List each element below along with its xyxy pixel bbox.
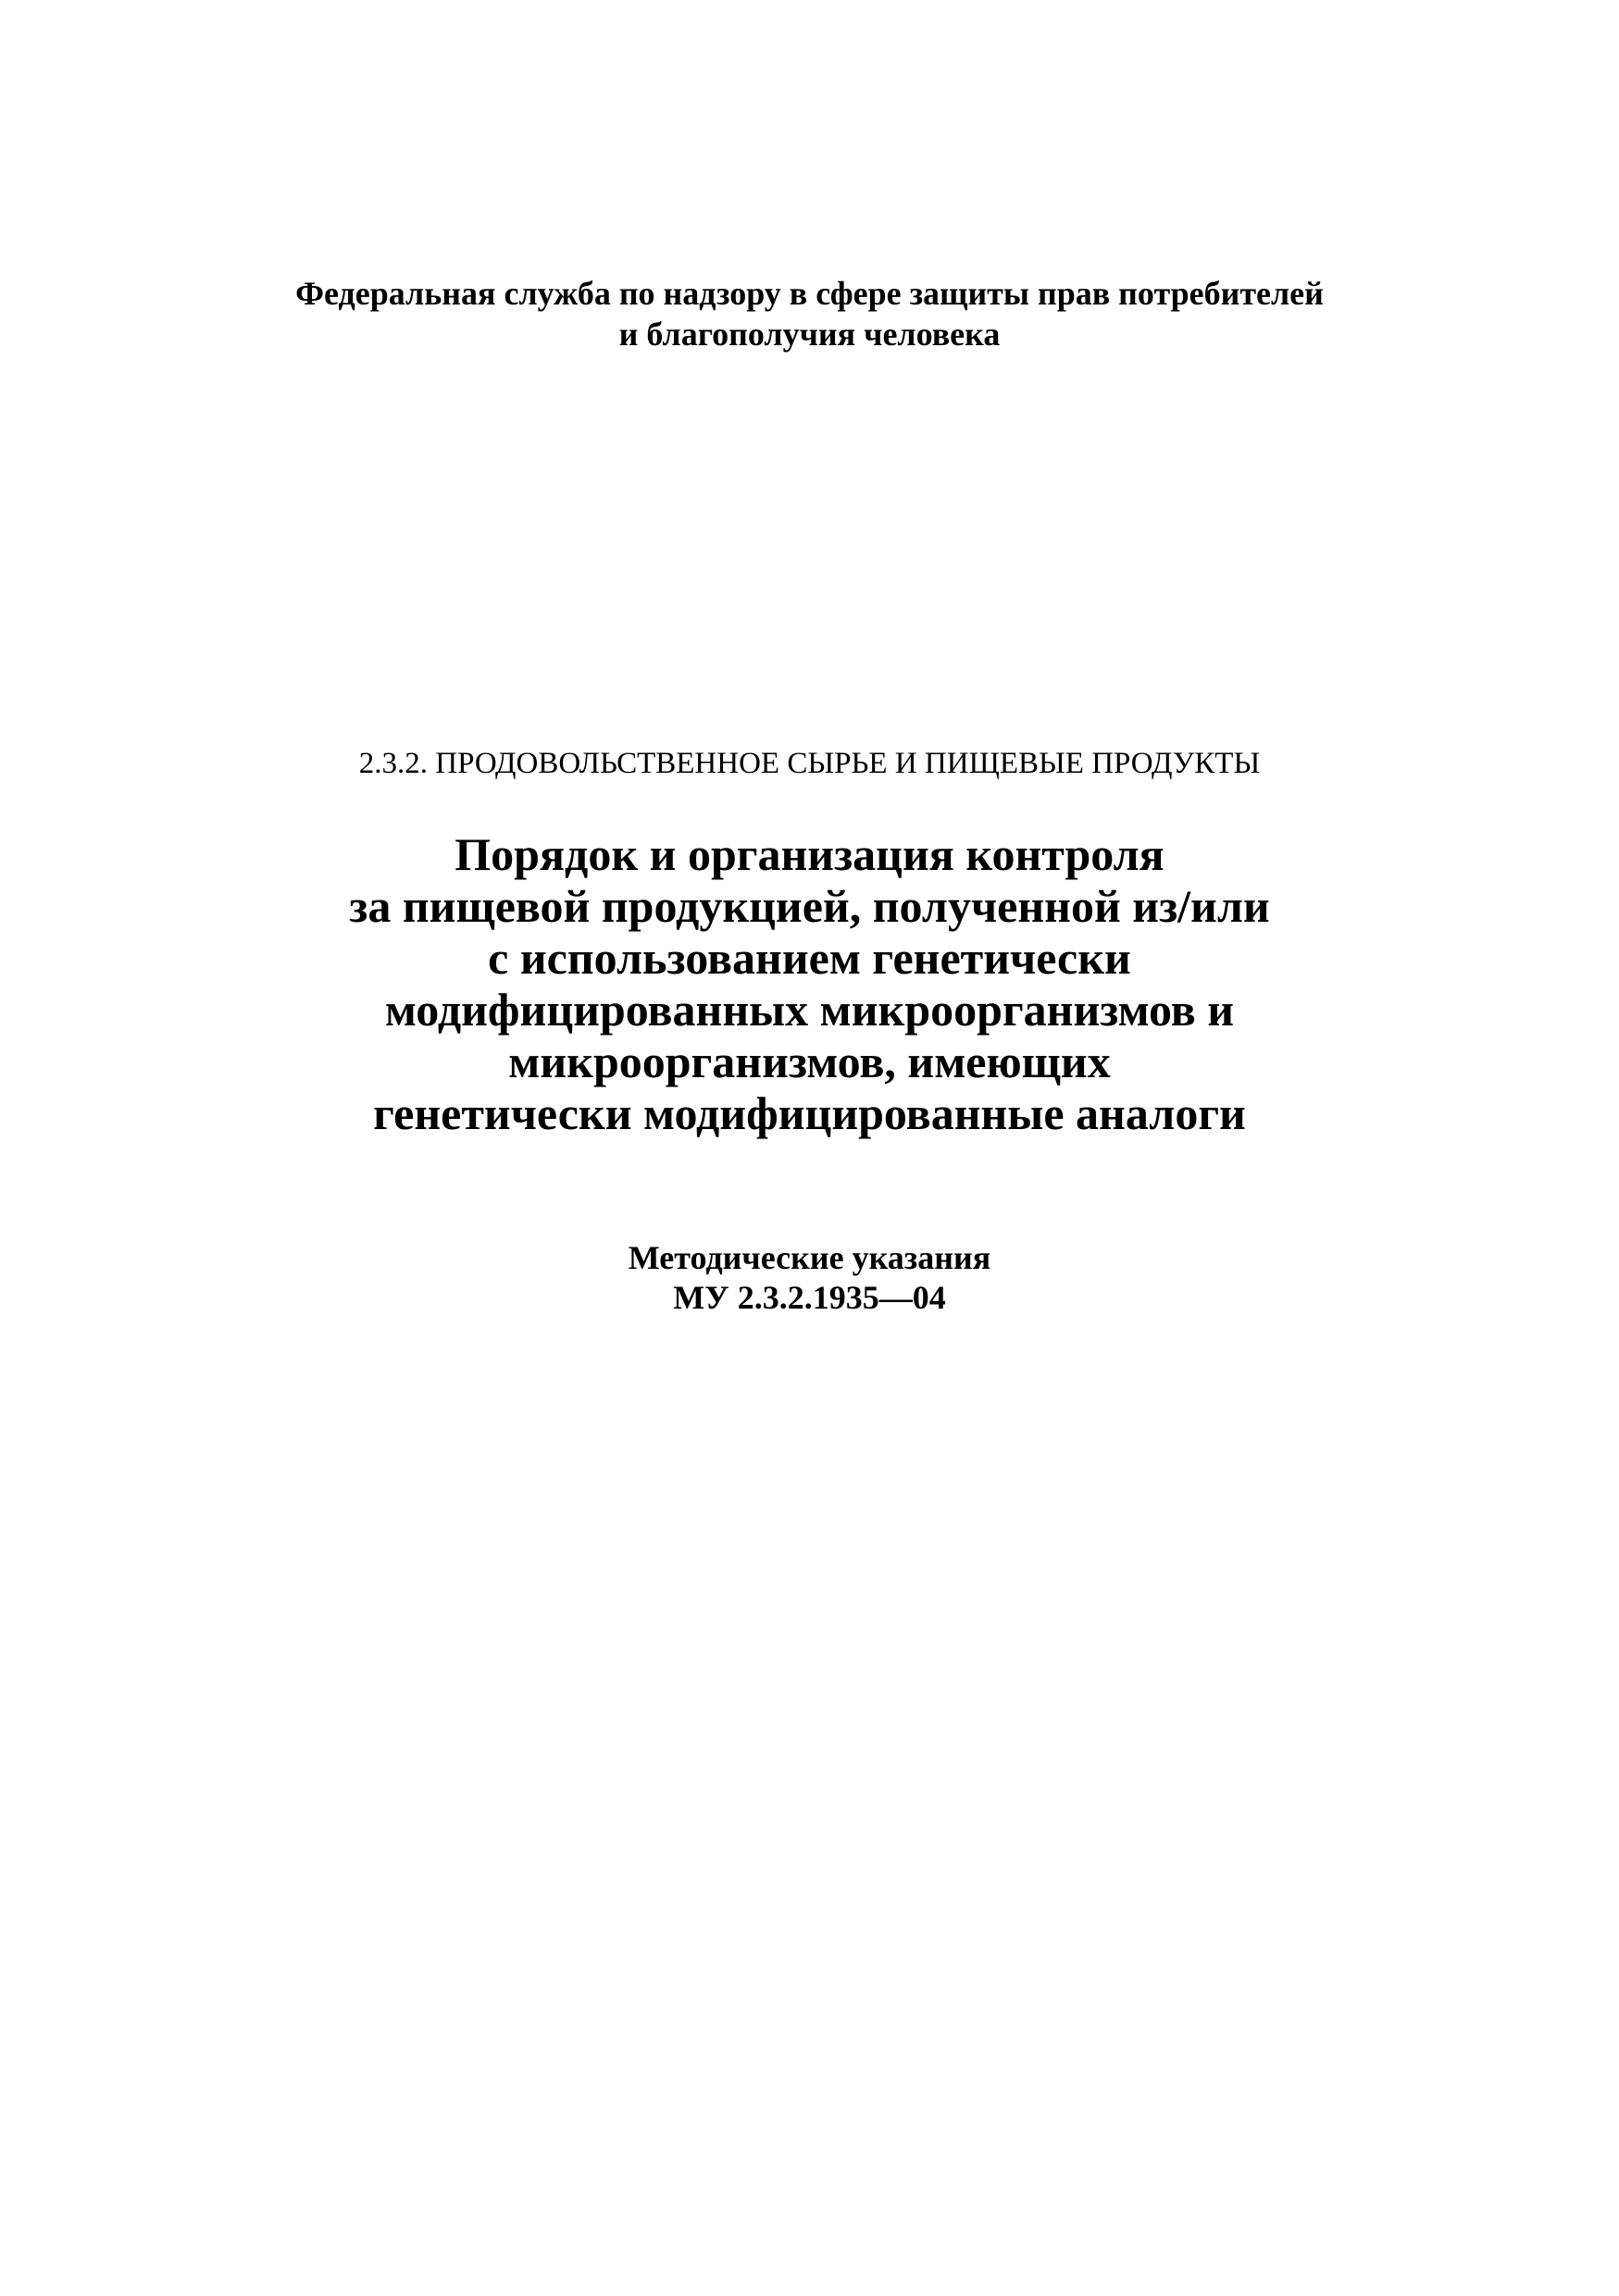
- agency-line-2: и благополучия человека: [618, 316, 1001, 353]
- document-title: [0, 828, 1619, 1139]
- document-code: МУ 2.3.2.1935—04: [673, 1279, 946, 1316]
- document-type-block: [0, 1238, 1619, 1318]
- document-type-label: Методические указания: [628, 1239, 991, 1276]
- title-line-4: модифицированных микроорганизмов и: [384, 984, 1235, 1036]
- agency-line-1: Федеральная служба по надзору в сфере защиты прав потребителей: [295, 275, 1324, 312]
- agency-header: [0, 273, 1619, 354]
- title-line-2: за пищевой продукцией, полученной из/или: [349, 880, 1270, 932]
- title-line-1: Порядок и организация контроля: [455, 828, 1164, 880]
- section-heading: 2.3.2. ПРОДОВОЛЬСТВЕННОЕ СЫРЬЕ И ПИЩЕВЫЕ ПРОДУКТЫ: [358, 747, 1261, 780]
- title-line-3: с использованием генетически: [488, 932, 1131, 984]
- title-line-6: генетически модифицированные аналоги: [373, 1087, 1246, 1139]
- title-line-5: микроорганизмов, имеющих: [508, 1036, 1111, 1087]
